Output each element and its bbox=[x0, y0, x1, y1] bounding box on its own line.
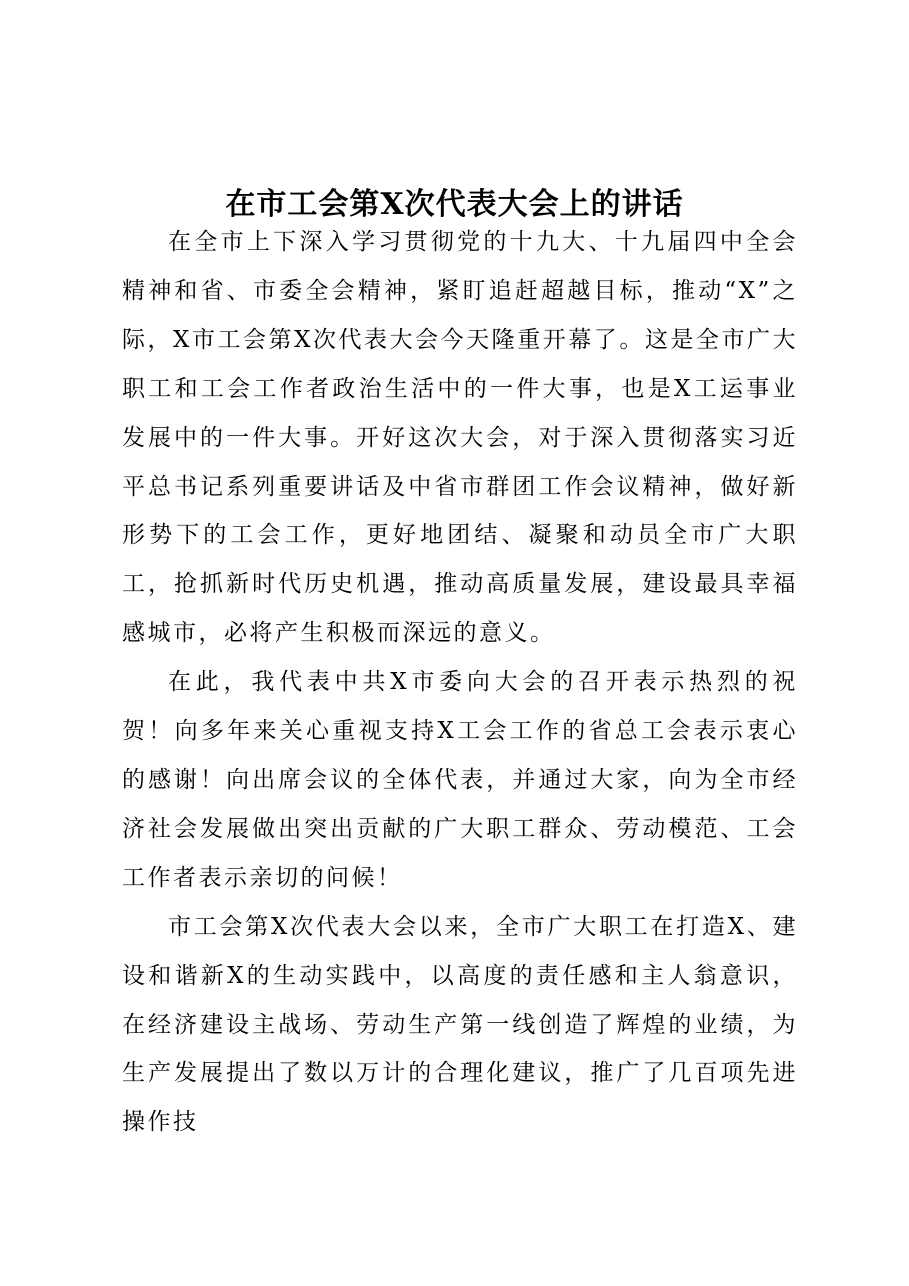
document-title: 在市工会第X次代表大会上的讲话 bbox=[225, 187, 684, 223]
document-body bbox=[122, 218, 798, 1147]
paragraph-achievements: 市工会第X次代表大会以来，全市广大职工在打造X、建设和谐新X的生动实践中，以高度的责任感和主人翁意识，在经济建设主战场、劳动生产第一线创造了辉煌的业绩，为生产发展提出了数以万计的合理化建议，推广了几百项先进操作技 bbox=[122, 913, 798, 1136]
paragraph-congratulations: 在此，我代表中共X市委向大会的召开表示热烈的祝贺！向多年来关心重视支持X工会工作的省总工会表示衷心的感谢！向出席会议的全体代表，并通过大家，向为全市经济社会发展做出突出贡献的广大职工群众、劳动模范、工会工作者表示亲切的问候！ bbox=[122, 669, 798, 891]
paragraph-opening: 在全市上下深入学习贯彻党的十九大、十九届四中全会精神和省、市委全会精神，紧盯追赶超越目标，推动“X”之际，X市工会第X次代表大会今天隆重开幕了。这是全市广大职工和工会工作者政治生活中的一件大事，也是X工运事业发展中的一件大事。开好这次大会，对于深入贯彻落实习近平总书记系列重要讲话及中省市群团工作会议精神，做好新形势下的工会工作，更好地团结、凝聚和动员全市广大职工，抢抓新时代历史机遇，推动高质量发展，建设最具幸福感城市，必将产生积极而深远的意义。 bbox=[122, 229, 798, 647]
